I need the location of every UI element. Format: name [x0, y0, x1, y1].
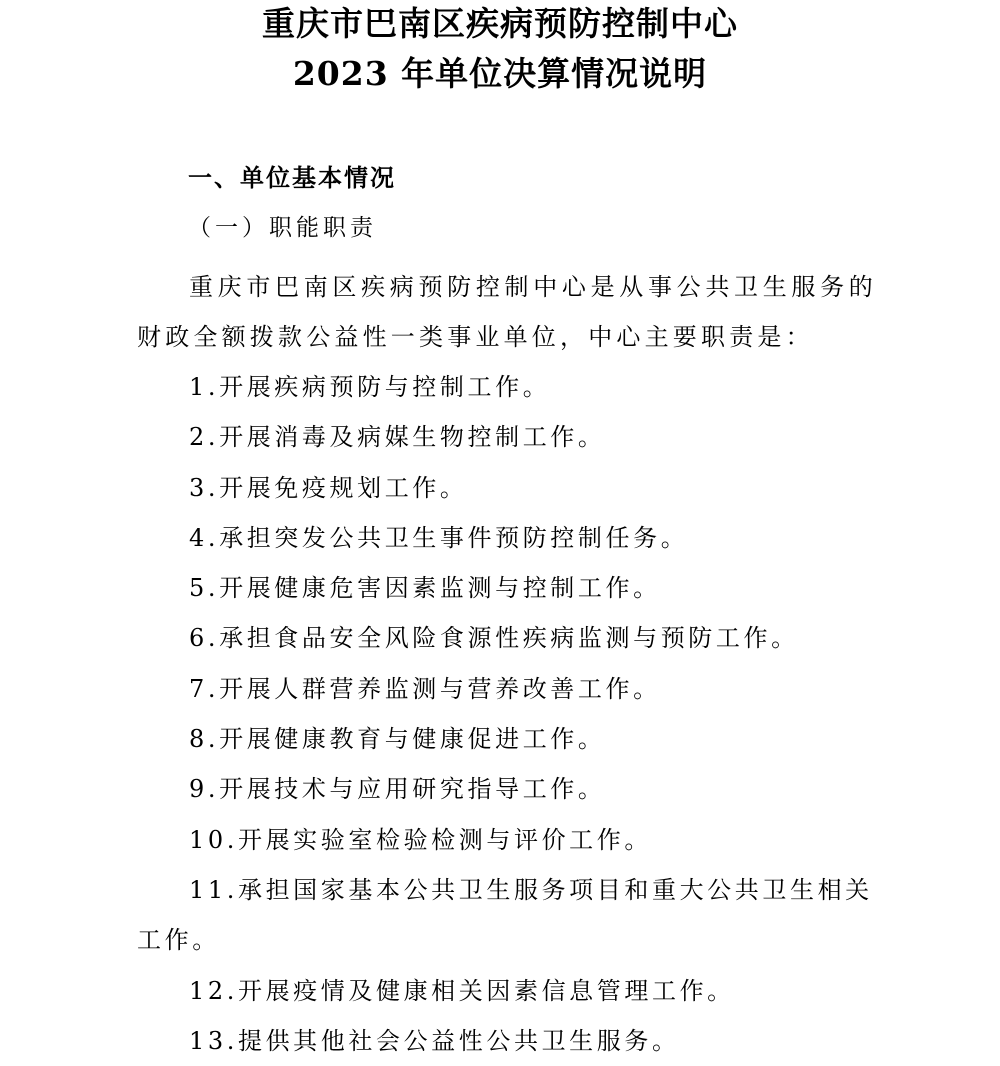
duty-item-7: 7.开展人群营养监测与营养改善工作。	[189, 674, 661, 703]
intro-paragraph: 重庆市巴南区疾病预防控制中心是从事公共卫生服务的财政全额拨款公益性一类事业单位，中心主要职责是：	[137, 273, 877, 351]
duty-item-1: 1.开展疾病预防与控制工作。	[189, 373, 551, 401]
document-title-line-1: 重庆市巴南区疾病预防控制中心	[262, 4, 738, 43]
subsection-heading: （一）职能职责	[188, 215, 377, 241]
duty-item-8: 8.开展健康教育与健康促进工作。	[189, 725, 606, 754]
duty-item-12: 12.开展疫情及健康相关因素信息管理工作。	[189, 976, 735, 1005]
duty-item-10: 10.开展实验室检验检测与评价工作。	[189, 825, 652, 854]
duty-item-6: 6.承担食品安全风险食源性疾病监测与预防工作。	[189, 624, 799, 653]
duty-item-11: 11.承担国家基本公共卫生服务项目和重大公共卫生相关工作。	[137, 875, 873, 955]
duty-item-3: 3.开展免疫规划工作。	[189, 473, 468, 502]
document-title-line-2: 2023 年单位决算情况说明	[292, 54, 708, 93]
section-heading: 一、单位基本情况	[188, 164, 396, 192]
duty-item-13: 13.提供其他社会公益性公共卫生服务。	[189, 1026, 680, 1055]
duty-item-2: 2.开展消毒及病媒生物控制工作。	[189, 423, 606, 452]
duty-item-9: 9.开展技术与应用研究指导工作。	[189, 775, 606, 804]
duty-item-5: 5.开展健康危害因素监测与控制工作。	[189, 574, 661, 603]
duty-item-4: 4.承担突发公共卫生事件预防控制任务。	[189, 523, 689, 552]
duties-list	[137, 362, 877, 1066]
